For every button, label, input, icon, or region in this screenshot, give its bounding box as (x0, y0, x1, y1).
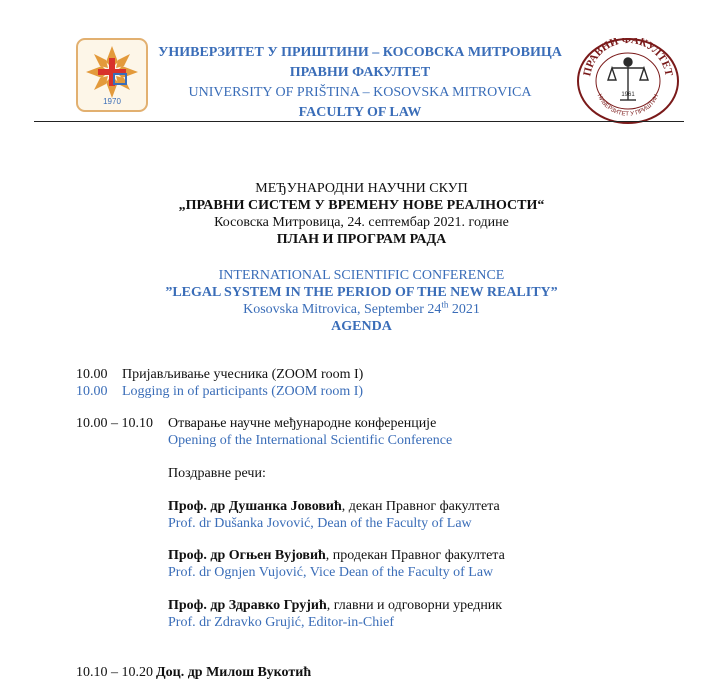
greetings-label: Поздравне речи: (168, 466, 266, 481)
conference-type-latin: INTERNATIONAL SCIENTIFIC CONFERENCE (218, 268, 505, 283)
agenda-opening-latin: Opening of the International Scientific Conference (168, 433, 453, 448)
agenda-item3-speaker: Доц. др Милош Вукотић (156, 665, 312, 680)
university-name-cyrillic: УНИВЕРЗИТЕТ У ПРИШТИНИ – КОСОВСКА МИТРОВИЦА (158, 45, 562, 60)
university-logo (76, 38, 148, 112)
agenda-time-latin: 10.00 (76, 384, 108, 399)
agenda-time: 10.00 (76, 367, 108, 382)
speaker-2-cyrillic: Проф. др Огњен Вујовић, продекан Правног факултета (168, 548, 505, 563)
conference-title-cyrillic: „ПРАВНИ СИСТЕМ У ВРЕМЕНУ НОВЕ РЕАЛНОСТИ“ (178, 198, 545, 213)
faculty-seal (576, 38, 680, 124)
agenda-text-latin: Logging in of participants (ZOOM room I) (122, 384, 364, 399)
agenda-heading-cyrillic: ПЛАН И ПРОГРАМ РАДА (276, 232, 447, 247)
speaker-3-cyrillic: Проф. др Здравко Грујић, главни и одговорни уредник (168, 598, 503, 613)
seal-year: 1961 (621, 92, 635, 98)
agenda-time-item3: 10.10 – 10.20 (76, 665, 153, 680)
seal-title-text: ПРАВНИ ФАКУЛТЕТ (581, 38, 675, 78)
seal-bottom-text: НИВЕРЗИТЕТ У ПРИШТИН (595, 93, 661, 118)
speaker-2-latin: Prof. dr Ognjen Vujović, Vice Dean of the Faculty of Law (168, 565, 494, 580)
left-logo-year: 1970 (103, 97, 121, 106)
conference-title-latin: ”LEGAL SYSTEM IN THE PERIOD OF THE NEW REALITY” (165, 285, 558, 300)
agenda-opening-cyrillic: Отварање научне међународне конференције (168, 416, 437, 431)
speaker-1-cyrillic: Проф. др Душанка Јововић, декан Правног факултета (168, 499, 500, 514)
speaker-1-latin: Prof. dr Dušanka Jovović, Dean of the Faculty of Law (168, 516, 472, 531)
agenda-text: Пријављивање учесника (ZOOM room I) (122, 367, 364, 382)
conference-type-cyrillic: МЕЂУНАРОДНИ НАУЧНИ СКУП (255, 181, 468, 196)
speaker-3-latin: Prof. dr Zdravko Grujić, Editor-in-Chief (168, 615, 394, 630)
conference-place-date-cyrillic: Косовска Митровица, 24. септембар 2021. године (214, 215, 509, 230)
agenda-heading-latin: AGENDA (331, 319, 392, 334)
faculty-name-latin: FACULTY OF LAW (298, 105, 422, 120)
conference-place-date-latin: Kosovska Mitrovica, September 24th 2021 (243, 299, 480, 317)
agenda-time-opening: 10.00 – 10.10 (76, 416, 153, 431)
faculty-name-cyrillic: ПРАВНИ ФАКУЛТЕТ (289, 65, 431, 80)
header-divider (34, 121, 684, 122)
university-name-latin: UNIVERSITY OF PRIŠTINA – KOSOVSKA MITROVICA (188, 85, 532, 100)
